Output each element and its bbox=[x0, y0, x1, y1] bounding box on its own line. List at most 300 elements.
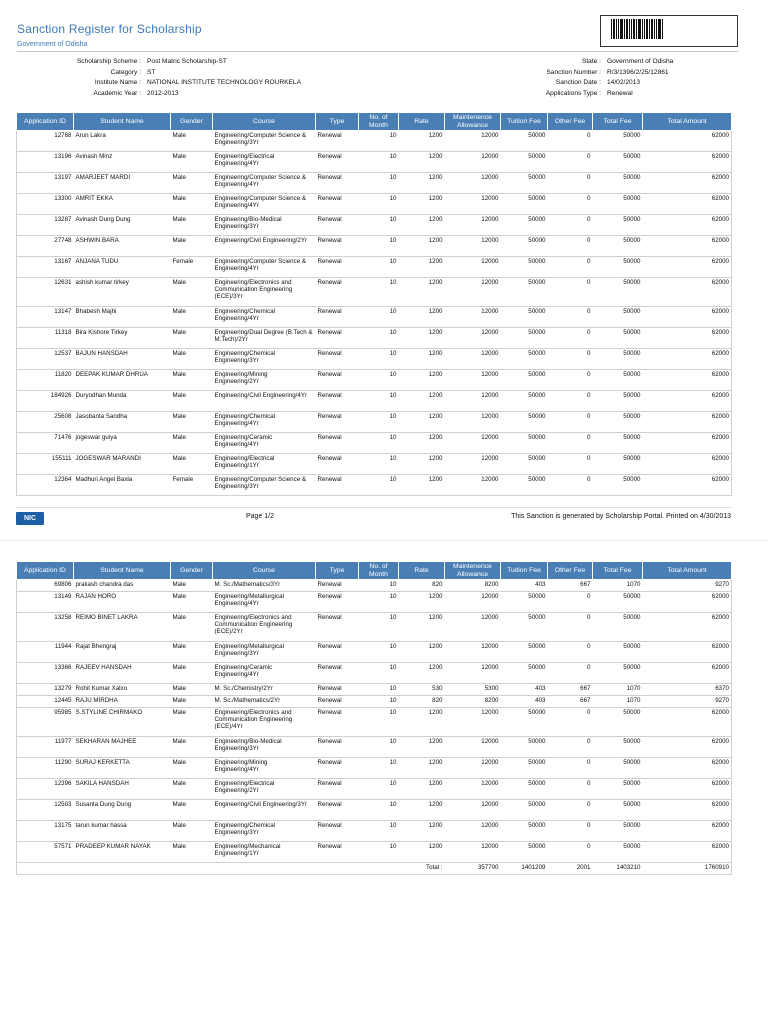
table-cell: 12000 bbox=[445, 412, 501, 433]
table-cell: Male bbox=[171, 684, 213, 696]
table-cell: 1070 bbox=[593, 684, 643, 696]
meta-value: Post Matric Scholarship-ST bbox=[147, 58, 227, 65]
table-cell: 50000 bbox=[501, 257, 548, 278]
table-cell: 50000 bbox=[501, 152, 548, 173]
table-cell: 62000 bbox=[643, 642, 732, 663]
table-row bbox=[17, 708, 732, 737]
table-cell: 50000 bbox=[593, 412, 643, 433]
table-cell: 1200 bbox=[399, 391, 445, 412]
table-cell: 50000 bbox=[501, 370, 548, 391]
table-cell: 1200 bbox=[399, 433, 445, 454]
table-cell: 1200 bbox=[399, 328, 445, 349]
table-cell: 62000 bbox=[643, 613, 732, 642]
table-cell: 13147 bbox=[17, 307, 74, 328]
table-cell: 0 bbox=[548, 370, 593, 391]
table-cell: Renewal bbox=[316, 370, 359, 391]
table-cell: 50000 bbox=[593, 642, 643, 663]
empty-cell bbox=[359, 863, 399, 875]
table-cell: Engineering/Bio-Medical Engineering/3Yr bbox=[213, 215, 316, 236]
table-cell: prakash chandra das bbox=[74, 580, 171, 592]
table-cell: 62000 bbox=[643, 758, 732, 779]
table-cell: 13167 bbox=[17, 257, 74, 278]
table-cell: 50000 bbox=[593, 708, 643, 737]
table-cell: Jasobanta Sandha bbox=[74, 412, 171, 433]
table-cell: Rajat Bhengraj bbox=[74, 642, 171, 663]
table-cell: Renewal bbox=[316, 257, 359, 278]
table-cell: Engineering/Civil Engineering/4Yr bbox=[213, 391, 316, 412]
table-cell: 403 bbox=[501, 696, 548, 708]
table-cell: Avinash Dung Dung bbox=[74, 215, 171, 236]
table-cell: 0 bbox=[548, 412, 593, 433]
table-cell: 0 bbox=[548, 475, 593, 496]
table-cell: 10 bbox=[359, 842, 399, 863]
table-cell: 1200 bbox=[399, 236, 445, 257]
table-cell: 10 bbox=[359, 194, 399, 215]
table-cell: 10 bbox=[359, 131, 399, 152]
table-cell: Renewal bbox=[316, 307, 359, 328]
page-separator bbox=[0, 540, 768, 541]
table-row bbox=[17, 663, 732, 684]
meta-label: State : bbox=[581, 58, 601, 65]
table-cell: 10 bbox=[359, 236, 399, 257]
table-cell: Arun Lakra bbox=[74, 131, 171, 152]
table-cell: 50000 bbox=[501, 758, 548, 779]
meta-row bbox=[20, 68, 301, 79]
table-cell: 820 bbox=[399, 696, 445, 708]
table-cell: 0 bbox=[548, 663, 593, 684]
table-cell: Renewal bbox=[316, 454, 359, 475]
table-cell: 6370 bbox=[643, 684, 732, 696]
table-cell: Renewal bbox=[316, 580, 359, 592]
table-cell: 25608 bbox=[17, 412, 74, 433]
table-cell: 10 bbox=[359, 475, 399, 496]
table-cell: 50000 bbox=[501, 131, 548, 152]
table-cell: Male bbox=[171, 152, 213, 173]
table-cell: 0 bbox=[548, 758, 593, 779]
table-cell: Renewal bbox=[316, 349, 359, 370]
column-header: Other Fee bbox=[548, 562, 593, 580]
table-cell: 62000 bbox=[643, 328, 732, 349]
column-header: Maintenence Allowance bbox=[445, 562, 501, 580]
table-cell: SAKILA HANSDAH bbox=[74, 779, 171, 800]
table-cell: Male bbox=[171, 779, 213, 800]
table-cell: Engineering/Electronics and Communication Engineering (ECE)/2Yr bbox=[213, 613, 316, 642]
table-row bbox=[17, 370, 732, 391]
table-cell: 1200 bbox=[399, 475, 445, 496]
total-cell: 1760910 bbox=[643, 863, 732, 875]
table-cell: 0 bbox=[548, 152, 593, 173]
table-cell: 95985 bbox=[17, 708, 74, 737]
table-cell: Engineering/Computer Science & Engineering/4Yr bbox=[213, 194, 316, 215]
table-cell: 667 bbox=[548, 684, 593, 696]
meta-value: Renewal bbox=[607, 89, 633, 97]
table-cell: AMARJEET MARDI bbox=[74, 173, 171, 194]
meta-row bbox=[20, 78, 301, 89]
table-cell: 403 bbox=[501, 684, 548, 696]
table-cell: 12000 bbox=[445, 821, 501, 842]
table-cell: Rohit Kumar Xalxo bbox=[74, 684, 171, 696]
table-cell: 1200 bbox=[399, 454, 445, 475]
column-header: Course bbox=[213, 562, 316, 580]
barcode-icon bbox=[611, 19, 663, 39]
table-cell: Renewal bbox=[316, 152, 359, 173]
table-cell: ANJANA TUDU bbox=[74, 257, 171, 278]
empty-cell bbox=[17, 863, 74, 875]
table-cell: 0 bbox=[548, 328, 593, 349]
table-row bbox=[17, 131, 732, 152]
table-cell: 50000 bbox=[501, 215, 548, 236]
table-cell: 50000 bbox=[501, 663, 548, 684]
table-cell: 62000 bbox=[643, 433, 732, 454]
table-cell: Renewal bbox=[316, 663, 359, 684]
table-cell: 0 bbox=[548, 842, 593, 863]
table-cell: SEKHARAN MAJHEE bbox=[74, 737, 171, 758]
table-cell: 71476 bbox=[17, 433, 74, 454]
table-cell: 13149 bbox=[17, 592, 74, 613]
table-cell: 62000 bbox=[643, 592, 732, 613]
table-row bbox=[17, 257, 732, 278]
table-cell: 62000 bbox=[643, 663, 732, 684]
column-header: Course bbox=[213, 113, 316, 131]
meta-row bbox=[20, 57, 301, 68]
meta-value: 2012-2013 bbox=[147, 89, 179, 97]
table-cell: 12000 bbox=[445, 278, 501, 307]
table-cell: Male bbox=[171, 642, 213, 663]
table-cell: 1200 bbox=[399, 194, 445, 215]
table-cell: 62000 bbox=[643, 257, 732, 278]
table-cell: 0 bbox=[548, 821, 593, 842]
meta-row bbox=[500, 68, 673, 79]
table-cell: 12000 bbox=[445, 257, 501, 278]
meta-label: Applications Type : bbox=[545, 89, 601, 97]
table-cell: 10 bbox=[359, 684, 399, 696]
table-cell: 1200 bbox=[399, 307, 445, 328]
table-cell: 12364 bbox=[17, 475, 74, 496]
table-cell: 50000 bbox=[501, 328, 548, 349]
table-cell: RAJEEV HANSDAH bbox=[74, 663, 171, 684]
table-cell: 0 bbox=[548, 642, 593, 663]
table-cell: 0 bbox=[548, 391, 593, 412]
table-cell: 667 bbox=[548, 580, 593, 592]
table-cell: 50000 bbox=[501, 194, 548, 215]
table-cell: Renewal bbox=[316, 328, 359, 349]
table-cell: 0 bbox=[548, 454, 593, 475]
table-cell: 12445 bbox=[17, 696, 74, 708]
table-cell: 9270 bbox=[643, 580, 732, 592]
column-header: Other Fee bbox=[548, 113, 593, 131]
table-row bbox=[17, 696, 732, 708]
table-cell: 12000 bbox=[445, 779, 501, 800]
table-cell: Male bbox=[171, 613, 213, 642]
sanction-table-page2 bbox=[16, 561, 732, 875]
table-cell: Bhabesh Majhi bbox=[74, 307, 171, 328]
table-cell: 12000 bbox=[445, 307, 501, 328]
table-cell: 50000 bbox=[501, 278, 548, 307]
table-cell: 1070 bbox=[593, 580, 643, 592]
table-row bbox=[17, 454, 732, 475]
table-cell: 12000 bbox=[445, 173, 501, 194]
table-cell: ASHWIN BARA bbox=[74, 236, 171, 257]
table-cell: 1200 bbox=[399, 821, 445, 842]
column-header: Rate bbox=[399, 562, 445, 580]
table-cell: 1200 bbox=[399, 412, 445, 433]
table-row bbox=[17, 307, 732, 328]
table-row bbox=[17, 800, 732, 821]
page-title: Sanction Register for Scholarship bbox=[17, 22, 202, 36]
table-cell: Male bbox=[171, 236, 213, 257]
table-cell: tarun kumar hassa bbox=[74, 821, 171, 842]
table-cell: 50000 bbox=[593, 592, 643, 613]
table-cell: 10 bbox=[359, 821, 399, 842]
table-cell: Avinash Minz bbox=[74, 152, 171, 173]
table-cell: 13366 bbox=[17, 663, 74, 684]
table-cell: 12396 bbox=[17, 779, 74, 800]
column-header: Total Amount bbox=[643, 562, 732, 580]
table-cell: 0 bbox=[548, 173, 593, 194]
table-cell: 10 bbox=[359, 173, 399, 194]
table-cell: 50000 bbox=[593, 613, 643, 642]
table-cell: 27748 bbox=[17, 236, 74, 257]
table-cell: 10 bbox=[359, 433, 399, 454]
table-cell: 13175 bbox=[17, 821, 74, 842]
table-cell: 10 bbox=[359, 613, 399, 642]
table-cell: 10 bbox=[359, 779, 399, 800]
table-cell: 10 bbox=[359, 152, 399, 173]
table-row bbox=[17, 412, 732, 433]
table-row bbox=[17, 173, 732, 194]
table-cell: 0 bbox=[548, 194, 593, 215]
table-cell: Male bbox=[171, 278, 213, 307]
table-row bbox=[17, 215, 732, 236]
table-cell: Female bbox=[171, 257, 213, 278]
table-cell: Engineering/Computer Science & Engineering/3Yr bbox=[213, 475, 316, 496]
table-cell: Renewal bbox=[316, 842, 359, 863]
meta-label: Category : bbox=[110, 68, 141, 76]
table-cell: 0 bbox=[548, 349, 593, 370]
table-cell: 13258 bbox=[17, 613, 74, 642]
table-cell: 62000 bbox=[643, 370, 732, 391]
table-cell: 1200 bbox=[399, 613, 445, 642]
table-cell: 13287 bbox=[17, 215, 74, 236]
column-header: Gender bbox=[171, 562, 213, 580]
table-cell: 10 bbox=[359, 708, 399, 737]
table-cell: 10 bbox=[359, 370, 399, 391]
table-row bbox=[17, 433, 732, 454]
page-number: Page 1/2 bbox=[246, 513, 275, 520]
table-cell: Renewal bbox=[316, 821, 359, 842]
table-cell: Engineering/Chemical Engineering/4Yr bbox=[213, 307, 316, 328]
table-cell: 50000 bbox=[593, 278, 643, 307]
meta-value: Government of Odisha bbox=[607, 58, 674, 65]
table-cell: 0 bbox=[548, 307, 593, 328]
table-cell: Engineering/Chemical Engineering/3Yr bbox=[213, 349, 316, 370]
total-row bbox=[17, 863, 732, 875]
table-cell: 11820 bbox=[17, 370, 74, 391]
table-cell: 50000 bbox=[593, 194, 643, 215]
table-cell: 1200 bbox=[399, 737, 445, 758]
table-cell: 13300 bbox=[17, 194, 74, 215]
table-cell: 62000 bbox=[643, 131, 732, 152]
table-cell: 50000 bbox=[501, 236, 548, 257]
empty-cell bbox=[213, 863, 316, 875]
page-subtitle: Government of Odisha bbox=[17, 41, 88, 48]
table-row bbox=[17, 613, 732, 642]
table-cell: 184926 bbox=[17, 391, 74, 412]
table-cell: 1200 bbox=[399, 592, 445, 613]
table-cell: 50000 bbox=[501, 779, 548, 800]
table-cell: 62000 bbox=[643, 236, 732, 257]
table-cell: Renewal bbox=[316, 236, 359, 257]
table-cell: 50000 bbox=[593, 663, 643, 684]
nic-logo: NIC bbox=[16, 512, 44, 525]
table-cell: 50000 bbox=[593, 307, 643, 328]
table-cell: Renewal bbox=[316, 215, 359, 236]
table-cell: 11290 bbox=[17, 758, 74, 779]
column-header: Tuition Fee bbox=[501, 113, 548, 131]
table-cell: 50000 bbox=[593, 842, 643, 863]
table-cell: Engineering/Mechanical Engineering/1Yr bbox=[213, 842, 316, 863]
table-cell: 0 bbox=[548, 592, 593, 613]
table-cell: 50000 bbox=[501, 708, 548, 737]
column-header: Application ID bbox=[17, 562, 74, 580]
table-cell: Renewal bbox=[316, 779, 359, 800]
table-cell: 62000 bbox=[643, 152, 732, 173]
table-cell: 11318 bbox=[17, 328, 74, 349]
table-cell: Renewal bbox=[316, 592, 359, 613]
table-cell: Male bbox=[171, 307, 213, 328]
table-cell: 1200 bbox=[399, 152, 445, 173]
table-cell: 12503 bbox=[17, 800, 74, 821]
table-cell: Renewal bbox=[316, 613, 359, 642]
meta-label: Sanction Date : bbox=[555, 79, 601, 87]
table-cell: 50000 bbox=[593, 475, 643, 496]
table-cell: Renewal bbox=[316, 684, 359, 696]
table-cell: Engineering/Mining Engineering/4Yr bbox=[213, 758, 316, 779]
table-cell: 12000 bbox=[445, 194, 501, 215]
empty-cell bbox=[316, 863, 359, 875]
table-row bbox=[17, 842, 732, 863]
table-cell: DEEPAK KUMAR DHRUA bbox=[74, 370, 171, 391]
column-header: Maintenence Allowance bbox=[445, 113, 501, 131]
table-cell: 50000 bbox=[593, 257, 643, 278]
table-cell: 12000 bbox=[445, 842, 501, 863]
table-cell: Female bbox=[171, 475, 213, 496]
table-cell: 0 bbox=[548, 433, 593, 454]
table-cell: Renewal bbox=[316, 758, 359, 779]
table-cell: 10 bbox=[359, 642, 399, 663]
table-cell: Renewal bbox=[316, 433, 359, 454]
table-cell: 12000 bbox=[445, 215, 501, 236]
table-cell: 155111 bbox=[17, 454, 74, 475]
table-cell: 50000 bbox=[501, 642, 548, 663]
table-cell: Engineering/Metallurgical Engineering/3Yr bbox=[213, 642, 316, 663]
table-row bbox=[17, 684, 732, 696]
table-cell: 62000 bbox=[643, 475, 732, 496]
table-cell: 0 bbox=[548, 613, 593, 642]
table-cell: Male bbox=[171, 131, 213, 152]
table-row bbox=[17, 642, 732, 663]
table-cell: Engineering/Electrical Engineering/1Yr bbox=[213, 454, 316, 475]
table-cell: 50000 bbox=[501, 349, 548, 370]
table-cell: Male bbox=[171, 708, 213, 737]
table-cell: 12000 bbox=[445, 236, 501, 257]
table-cell: 57571 bbox=[17, 842, 74, 863]
table-cell: 403 bbox=[501, 580, 548, 592]
table-cell: 12000 bbox=[445, 152, 501, 173]
table-cell: 50000 bbox=[501, 454, 548, 475]
table-cell: 50000 bbox=[593, 800, 643, 821]
table-cell: 50000 bbox=[501, 613, 548, 642]
table-cell: Renewal bbox=[316, 412, 359, 433]
table-cell: Renewal bbox=[316, 194, 359, 215]
table-header-row bbox=[17, 562, 732, 580]
table-cell: Renewal bbox=[316, 708, 359, 737]
column-header: Student Name bbox=[74, 562, 171, 580]
table-cell: 1200 bbox=[399, 800, 445, 821]
table-cell: Engineering/Metallurgical Engineering/4Yr bbox=[213, 592, 316, 613]
table-cell: Male bbox=[171, 433, 213, 454]
table-cell: Engineering/Ceramic Engineering/4Yr bbox=[213, 663, 316, 684]
meta-label: Sanction Number : bbox=[546, 68, 601, 76]
table-cell: RAJU MIRDHA bbox=[74, 696, 171, 708]
table-cell: 10 bbox=[359, 758, 399, 779]
column-header: Total Fee bbox=[593, 113, 643, 131]
table-cell: Male bbox=[171, 194, 213, 215]
total-cell: 1403210 bbox=[593, 863, 643, 875]
meta-right-block bbox=[500, 57, 673, 99]
table-cell: Male bbox=[171, 454, 213, 475]
table-cell: 12000 bbox=[445, 663, 501, 684]
meta-value: 14/02/2013 bbox=[607, 79, 641, 87]
table-cell: 50000 bbox=[501, 412, 548, 433]
footer-rule bbox=[16, 507, 731, 508]
table-cell: Engineering/Civil Engineering/2Yr bbox=[213, 236, 316, 257]
table-cell: 50000 bbox=[501, 842, 548, 863]
sanction-table-page1 bbox=[16, 112, 732, 496]
table-cell: 1200 bbox=[399, 131, 445, 152]
table-cell: 50000 bbox=[501, 173, 548, 194]
table-cell: 0 bbox=[548, 278, 593, 307]
table-cell: Engineering/Computer Science & Engineering/3Yr bbox=[213, 131, 316, 152]
table-cell: Engineering/Civil Engineering/3Yr bbox=[213, 800, 316, 821]
meta-value: R/3/1396/2/25/12861 bbox=[607, 68, 669, 76]
table-cell: 1200 bbox=[399, 758, 445, 779]
table-cell: 10 bbox=[359, 257, 399, 278]
table-cell: SURAJ KERKETTA bbox=[74, 758, 171, 779]
table-row bbox=[17, 758, 732, 779]
table-cell: 1200 bbox=[399, 779, 445, 800]
table-cell: 12000 bbox=[445, 613, 501, 642]
footer-note: This Sanction is generated by Scholarship Portal. Printed on 4/30/2013 bbox=[511, 513, 731, 520]
table-row bbox=[17, 278, 732, 307]
table-cell: 50000 bbox=[593, 758, 643, 779]
table-cell: Bira Kishore Tirkey bbox=[74, 328, 171, 349]
table-cell: 1200 bbox=[399, 278, 445, 307]
table-cell: 12000 bbox=[445, 800, 501, 821]
table-cell: Engineering/Electronics and Communication Engineering (ECE)/3Yr bbox=[213, 278, 316, 307]
table-cell: 50000 bbox=[593, 454, 643, 475]
table-cell: 1200 bbox=[399, 642, 445, 663]
table-cell: 0 bbox=[548, 800, 593, 821]
table-cell: 12000 bbox=[445, 642, 501, 663]
table-row bbox=[17, 391, 732, 412]
table-cell: 12000 bbox=[445, 737, 501, 758]
table-cell: 50000 bbox=[501, 592, 548, 613]
table-cell: 50000 bbox=[593, 779, 643, 800]
table-cell: 62000 bbox=[643, 708, 732, 737]
meta-label: Academic Year : bbox=[93, 89, 141, 97]
table-cell: 50000 bbox=[501, 475, 548, 496]
